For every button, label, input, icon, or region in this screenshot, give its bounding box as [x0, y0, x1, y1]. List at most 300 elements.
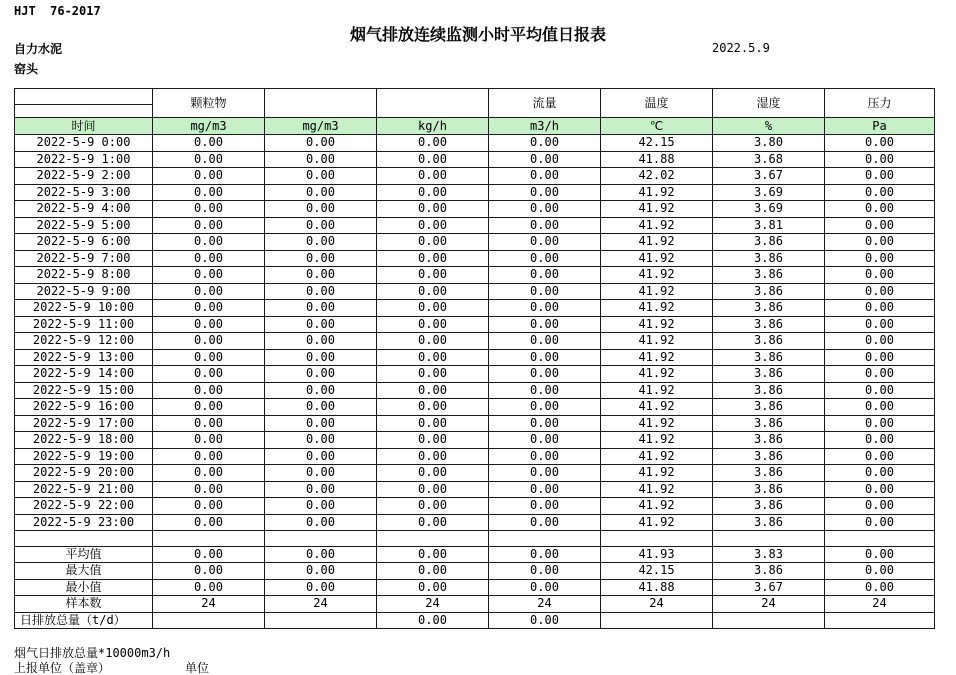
value-cell: 0.00 [825, 217, 935, 234]
value-cell: 0.00 [377, 151, 489, 168]
value-cell: 3.68 [713, 151, 825, 168]
value-cell: 0.00 [377, 349, 489, 366]
value-cell: 0.00 [825, 349, 935, 366]
value-cell: 0.00 [825, 250, 935, 267]
value-cell: 0.00 [825, 300, 935, 317]
summary-value-cell: 42.15 [601, 563, 713, 580]
table-row [15, 217, 935, 234]
value-cell: 0.00 [377, 366, 489, 383]
spacer-row [15, 531, 935, 547]
value-cell: 0.00 [265, 514, 377, 531]
table-row [15, 267, 935, 284]
value-cell: 3.86 [713, 432, 825, 449]
value-cell: 41.92 [601, 366, 713, 383]
value-cell: 0.00 [265, 481, 377, 498]
value-cell: 3.69 [713, 201, 825, 218]
value-cell: 0.00 [265, 399, 377, 416]
value-cell: 0.00 [265, 184, 377, 201]
value-cell: 0.00 [265, 366, 377, 383]
unit-mgm3-1: mg/m3 [153, 118, 265, 135]
value-cell: 3.86 [713, 349, 825, 366]
spacer-cell [489, 531, 601, 547]
value-cell: 0.00 [489, 250, 601, 267]
spacer-cell [825, 531, 935, 547]
spacer-cell [713, 531, 825, 547]
spacer-cell [15, 531, 153, 547]
summary-value-cell: 24 [377, 596, 489, 613]
value-cell: 0.00 [265, 316, 377, 333]
report-table [14, 88, 935, 629]
unit-percent: % [713, 118, 825, 135]
value-cell: 0.00 [377, 234, 489, 251]
value-cell: 0.00 [825, 465, 935, 482]
summary-label-cell: 最小值 [15, 579, 153, 596]
value-cell: 41.92 [601, 267, 713, 284]
value-cell: 0.00 [265, 151, 377, 168]
table-row [15, 333, 935, 350]
value-cell: 0.00 [265, 382, 377, 399]
value-cell: 0.00 [489, 234, 601, 251]
table-row [15, 432, 935, 449]
hourly-rows [15, 135, 935, 531]
time-cell: 2022-5-9 1:00 [15, 151, 153, 168]
summary-value-cell [601, 612, 713, 629]
value-cell: 0.00 [153, 300, 265, 317]
value-cell: 3.86 [713, 514, 825, 531]
value-cell: 0.00 [489, 415, 601, 432]
value-cell: 0.00 [153, 399, 265, 416]
summary-value-cell: 24 [713, 596, 825, 613]
header-time-label: 时间 [15, 118, 153, 135]
value-cell: 0.00 [825, 267, 935, 284]
spacer-cell [601, 531, 713, 547]
value-cell: 0.00 [825, 432, 935, 449]
value-cell: 0.00 [265, 333, 377, 350]
summary-row [15, 546, 935, 563]
value-cell: 0.00 [489, 283, 601, 300]
value-cell: 0.00 [153, 382, 265, 399]
value-cell: 0.00 [377, 316, 489, 333]
summary-value-cell: 0.00 [489, 546, 601, 563]
value-cell: 0.00 [489, 448, 601, 465]
summary-value-cell: 0.00 [489, 563, 601, 580]
page-title: 烟气排放连续监测小时平均值日报表 [349, 25, 606, 44]
value-cell: 0.00 [489, 184, 601, 201]
header-temperature: 温度 [601, 89, 713, 118]
time-cell: 2022-5-9 12:00 [15, 333, 153, 350]
time-cell: 2022-5-9 13:00 [15, 349, 153, 366]
summary-value-cell: 0.00 [265, 579, 377, 596]
time-cell: 2022-5-9 15:00 [15, 382, 153, 399]
time-cell: 2022-5-9 0:00 [15, 135, 153, 152]
value-cell: 0.00 [825, 184, 935, 201]
value-cell: 41.92 [601, 217, 713, 234]
value-cell: 0.00 [265, 448, 377, 465]
value-cell: 3.86 [713, 415, 825, 432]
summary-value-cell: 3.86 [713, 563, 825, 580]
header-flow: 流量 [489, 89, 601, 118]
summary-row [15, 596, 935, 613]
summary-row [15, 563, 935, 580]
value-cell: 0.00 [489, 465, 601, 482]
summary-value-cell [825, 612, 935, 629]
summary-value-cell: 0.00 [489, 579, 601, 596]
value-cell: 0.00 [825, 151, 935, 168]
summary-label-cell: 最大值 [15, 563, 153, 580]
value-cell: 0.00 [825, 316, 935, 333]
value-cell: 3.80 [713, 135, 825, 152]
summary-value-cell: 24 [601, 596, 713, 613]
table-row [15, 498, 935, 515]
time-cell: 2022-5-9 16:00 [15, 399, 153, 416]
summary-value-cell: 0.00 [825, 546, 935, 563]
value-cell: 0.00 [153, 349, 265, 366]
value-cell: 0.00 [377, 267, 489, 284]
value-cell: 0.00 [153, 234, 265, 251]
units-row [15, 118, 935, 135]
value-cell: 3.86 [713, 399, 825, 416]
summary-value-cell: 0.00 [377, 579, 489, 596]
value-cell: 3.67 [713, 168, 825, 185]
value-cell: 0.00 [377, 168, 489, 185]
value-cell: 41.92 [601, 481, 713, 498]
value-cell: 42.15 [601, 135, 713, 152]
time-cell: 2022-5-9 14:00 [15, 366, 153, 383]
value-cell: 0.00 [265, 498, 377, 515]
value-cell: 0.00 [825, 333, 935, 350]
time-cell: 2022-5-9 5:00 [15, 217, 153, 234]
value-cell: 0.00 [153, 217, 265, 234]
header-blank-col2 [265, 89, 377, 118]
time-cell: 2022-5-9 7:00 [15, 250, 153, 267]
header-pressure: 压力 [825, 89, 935, 118]
time-cell: 2022-5-9 9:00 [15, 283, 153, 300]
value-cell: 0.00 [377, 448, 489, 465]
summary-value-cell [713, 612, 825, 629]
value-cell: 3.86 [713, 448, 825, 465]
table-row [15, 316, 935, 333]
summary-label-cell: 日排放总量（t/d） [15, 612, 153, 629]
value-cell: 0.00 [153, 498, 265, 515]
value-cell: 0.00 [377, 498, 489, 515]
value-cell: 0.00 [153, 201, 265, 218]
value-cell: 0.00 [265, 300, 377, 317]
value-cell: 0.00 [489, 432, 601, 449]
summary-value-cell: 41.88 [601, 579, 713, 596]
unit-mgm3-2: mg/m3 [265, 118, 377, 135]
monitor-point-name: 窑头 [14, 62, 39, 76]
value-cell: 41.92 [601, 498, 713, 515]
summary-rows [15, 546, 935, 629]
summary-value-cell: 24 [153, 596, 265, 613]
value-cell: 3.81 [713, 217, 825, 234]
value-cell: 0.00 [825, 448, 935, 465]
value-cell: 0.00 [825, 498, 935, 515]
summary-value-cell: 0.00 [377, 563, 489, 580]
value-cell: 0.00 [153, 151, 265, 168]
table-row [15, 151, 935, 168]
unit-celsius: ℃ [601, 118, 713, 135]
value-cell: 0.00 [153, 448, 265, 465]
value-cell: 41.92 [601, 283, 713, 300]
value-cell: 0.00 [153, 514, 265, 531]
summary-value-cell: 3.83 [713, 546, 825, 563]
value-cell: 0.00 [153, 168, 265, 185]
time-cell: 2022-5-9 19:00 [15, 448, 153, 465]
table-row [15, 201, 935, 218]
value-cell: 41.92 [601, 234, 713, 251]
value-cell: 0.00 [489, 217, 601, 234]
spacer-cell [377, 531, 489, 547]
value-cell: 0.00 [265, 250, 377, 267]
value-cell: 0.00 [377, 481, 489, 498]
value-cell: 0.00 [825, 234, 935, 251]
value-cell: 41.92 [601, 184, 713, 201]
value-cell: 0.00 [265, 267, 377, 284]
value-cell: 3.69 [713, 184, 825, 201]
table-row [15, 234, 935, 251]
table-row [15, 448, 935, 465]
value-cell: 0.00 [377, 217, 489, 234]
table-row [15, 184, 935, 201]
value-cell: 41.92 [601, 432, 713, 449]
summary-label-cell: 样本数 [15, 596, 153, 613]
spacer-cell [265, 531, 377, 547]
value-cell: 0.00 [489, 498, 601, 515]
unit-pa: Pa [825, 118, 935, 135]
time-cell: 2022-5-9 22:00 [15, 498, 153, 515]
summary-label-cell: 平均值 [15, 546, 153, 563]
value-cell: 0.00 [489, 382, 601, 399]
footer-note: 烟气日排放总量*10000m3/h [14, 646, 171, 660]
value-cell: 42.02 [601, 168, 713, 185]
value-cell: 0.00 [153, 333, 265, 350]
value-cell: 0.00 [489, 168, 601, 185]
value-cell: 0.00 [265, 283, 377, 300]
summary-value-cell: 0.00 [825, 579, 935, 596]
value-cell: 0.00 [377, 135, 489, 152]
table-row [15, 366, 935, 383]
value-cell: 0.00 [153, 267, 265, 284]
value-cell: 0.00 [377, 399, 489, 416]
table-row [15, 415, 935, 432]
value-cell: 0.00 [489, 366, 601, 383]
value-cell: 0.00 [377, 415, 489, 432]
table-row [15, 514, 935, 531]
value-cell: 0.00 [377, 465, 489, 482]
value-cell: 3.86 [713, 250, 825, 267]
value-cell: 41.92 [601, 333, 713, 350]
value-cell: 0.00 [825, 415, 935, 432]
table-row [15, 481, 935, 498]
value-cell: 0.00 [489, 135, 601, 152]
table-row [15, 168, 935, 185]
time-cell: 2022-5-9 3:00 [15, 184, 153, 201]
value-cell: 0.00 [153, 415, 265, 432]
report-date: 2022.5.9 [712, 41, 770, 55]
spacer-cell [153, 531, 265, 547]
value-cell: 0.00 [265, 217, 377, 234]
value-cell: 0.00 [153, 432, 265, 449]
summary-value-cell: 0.00 [153, 579, 265, 596]
value-cell: 41.92 [601, 399, 713, 416]
value-cell: 3.86 [713, 283, 825, 300]
header-blank-col3 [377, 89, 489, 118]
table-row [15, 465, 935, 482]
time-cell: 2022-5-9 10:00 [15, 300, 153, 317]
value-cell: 0.00 [153, 135, 265, 152]
value-cell: 0.00 [265, 201, 377, 218]
value-cell: 41.92 [601, 300, 713, 317]
summary-value-cell: 24 [489, 596, 601, 613]
table-row [15, 135, 935, 152]
value-cell: 41.92 [601, 382, 713, 399]
value-cell: 41.92 [601, 316, 713, 333]
value-cell: 0.00 [825, 366, 935, 383]
summary-value-cell: 0.00 [825, 563, 935, 580]
header-humidity: 湿度 [713, 89, 825, 118]
value-cell: 3.86 [713, 333, 825, 350]
value-cell: 3.86 [713, 465, 825, 482]
company-name: 自力水泥 [14, 42, 63, 56]
unit-kgh: kg/h [377, 118, 489, 135]
value-cell: 41.92 [601, 514, 713, 531]
table-row [15, 300, 935, 317]
summary-value-cell: 24 [825, 596, 935, 613]
value-cell: 0.00 [825, 514, 935, 531]
value-cell: 41.92 [601, 201, 713, 218]
header-row-top [15, 89, 935, 105]
summary-value-cell: 0.00 [377, 612, 489, 629]
value-cell: 0.00 [489, 151, 601, 168]
summary-value-cell: 41.93 [601, 546, 713, 563]
value-cell: 0.00 [377, 333, 489, 350]
value-cell: 0.00 [489, 201, 601, 218]
summary-value-cell: 0.00 [489, 612, 601, 629]
summary-value-cell: 0.00 [265, 563, 377, 580]
header-blank-top-left [15, 89, 153, 105]
value-cell: 0.00 [825, 135, 935, 152]
value-cell: 41.92 [601, 349, 713, 366]
value-cell: 0.00 [825, 201, 935, 218]
value-cell: 0.00 [489, 300, 601, 317]
summary-value-cell: 24 [265, 596, 377, 613]
value-cell: 3.86 [713, 481, 825, 498]
table-row [15, 349, 935, 366]
value-cell: 0.00 [153, 465, 265, 482]
value-cell: 0.00 [153, 283, 265, 300]
time-cell: 2022-5-9 17:00 [15, 415, 153, 432]
summary-value-cell: 0.00 [153, 563, 265, 580]
value-cell: 41.92 [601, 465, 713, 482]
value-cell: 41.88 [601, 151, 713, 168]
time-cell: 2022-5-9 18:00 [15, 432, 153, 449]
value-cell: 3.86 [713, 267, 825, 284]
table-row [15, 250, 935, 267]
summary-value-cell [153, 612, 265, 629]
value-cell: 0.00 [377, 300, 489, 317]
value-cell: 0.00 [377, 184, 489, 201]
header-blank-bottom-left [15, 104, 153, 117]
table-row [15, 283, 935, 300]
value-cell: 0.00 [265, 432, 377, 449]
time-cell: 2022-5-9 23:00 [15, 514, 153, 531]
time-cell: 2022-5-9 8:00 [15, 267, 153, 284]
footer-report-unit: 上报单位（盖章） [14, 661, 111, 675]
value-cell: 41.92 [601, 448, 713, 465]
value-cell: 41.92 [601, 415, 713, 432]
standard-code: HJT 76-2017 [14, 4, 101, 18]
summary-row [15, 612, 935, 629]
value-cell: 0.00 [825, 481, 935, 498]
value-cell: 41.92 [601, 250, 713, 267]
header-particulate: 颗粒物 [153, 89, 265, 118]
value-cell: 0.00 [153, 366, 265, 383]
value-cell: 0.00 [825, 399, 935, 416]
time-cell: 2022-5-9 2:00 [15, 168, 153, 185]
value-cell: 0.00 [377, 283, 489, 300]
value-cell: 0.00 [377, 514, 489, 531]
time-cell: 2022-5-9 11:00 [15, 316, 153, 333]
value-cell: 0.00 [377, 382, 489, 399]
value-cell: 3.86 [713, 234, 825, 251]
summary-value-cell: 0.00 [265, 546, 377, 563]
summary-value-cell: 0.00 [377, 546, 489, 563]
time-cell: 2022-5-9 4:00 [15, 201, 153, 218]
summary-value-cell [265, 612, 377, 629]
table-row [15, 382, 935, 399]
summary-row [15, 579, 935, 596]
value-cell: 0.00 [153, 316, 265, 333]
value-cell: 0.00 [489, 399, 601, 416]
value-cell: 0.00 [153, 250, 265, 267]
value-cell: 0.00 [489, 349, 601, 366]
time-cell: 2022-5-9 6:00 [15, 234, 153, 251]
value-cell: 0.00 [265, 349, 377, 366]
value-cell: 0.00 [825, 382, 935, 399]
value-cell: 0.00 [153, 184, 265, 201]
value-cell: 0.00 [825, 283, 935, 300]
value-cell: 3.86 [713, 300, 825, 317]
value-cell: 0.00 [265, 168, 377, 185]
value-cell: 0.00 [489, 514, 601, 531]
value-cell: 0.00 [377, 432, 489, 449]
value-cell: 3.86 [713, 498, 825, 515]
value-cell: 0.00 [153, 481, 265, 498]
footer-unit-label: 单位 [185, 661, 210, 675]
value-cell: 0.00 [489, 333, 601, 350]
table-row [15, 399, 935, 416]
value-cell: 3.86 [713, 366, 825, 383]
time-cell: 2022-5-9 20:00 [15, 465, 153, 482]
value-cell: 0.00 [265, 415, 377, 432]
value-cell: 0.00 [265, 465, 377, 482]
value-cell: 0.00 [825, 168, 935, 185]
value-cell: 0.00 [377, 250, 489, 267]
value-cell: 0.00 [265, 234, 377, 251]
time-cell: 2022-5-9 21:00 [15, 481, 153, 498]
value-cell: 0.00 [489, 316, 601, 333]
value-cell: 0.00 [489, 481, 601, 498]
value-cell: 0.00 [377, 201, 489, 218]
summary-value-cell: 3.67 [713, 579, 825, 596]
unit-m3h: m3/h [489, 118, 601, 135]
value-cell: 0.00 [489, 267, 601, 284]
value-cell: 0.00 [265, 135, 377, 152]
value-cell: 3.86 [713, 316, 825, 333]
summary-value-cell: 0.00 [153, 546, 265, 563]
value-cell: 3.86 [713, 382, 825, 399]
